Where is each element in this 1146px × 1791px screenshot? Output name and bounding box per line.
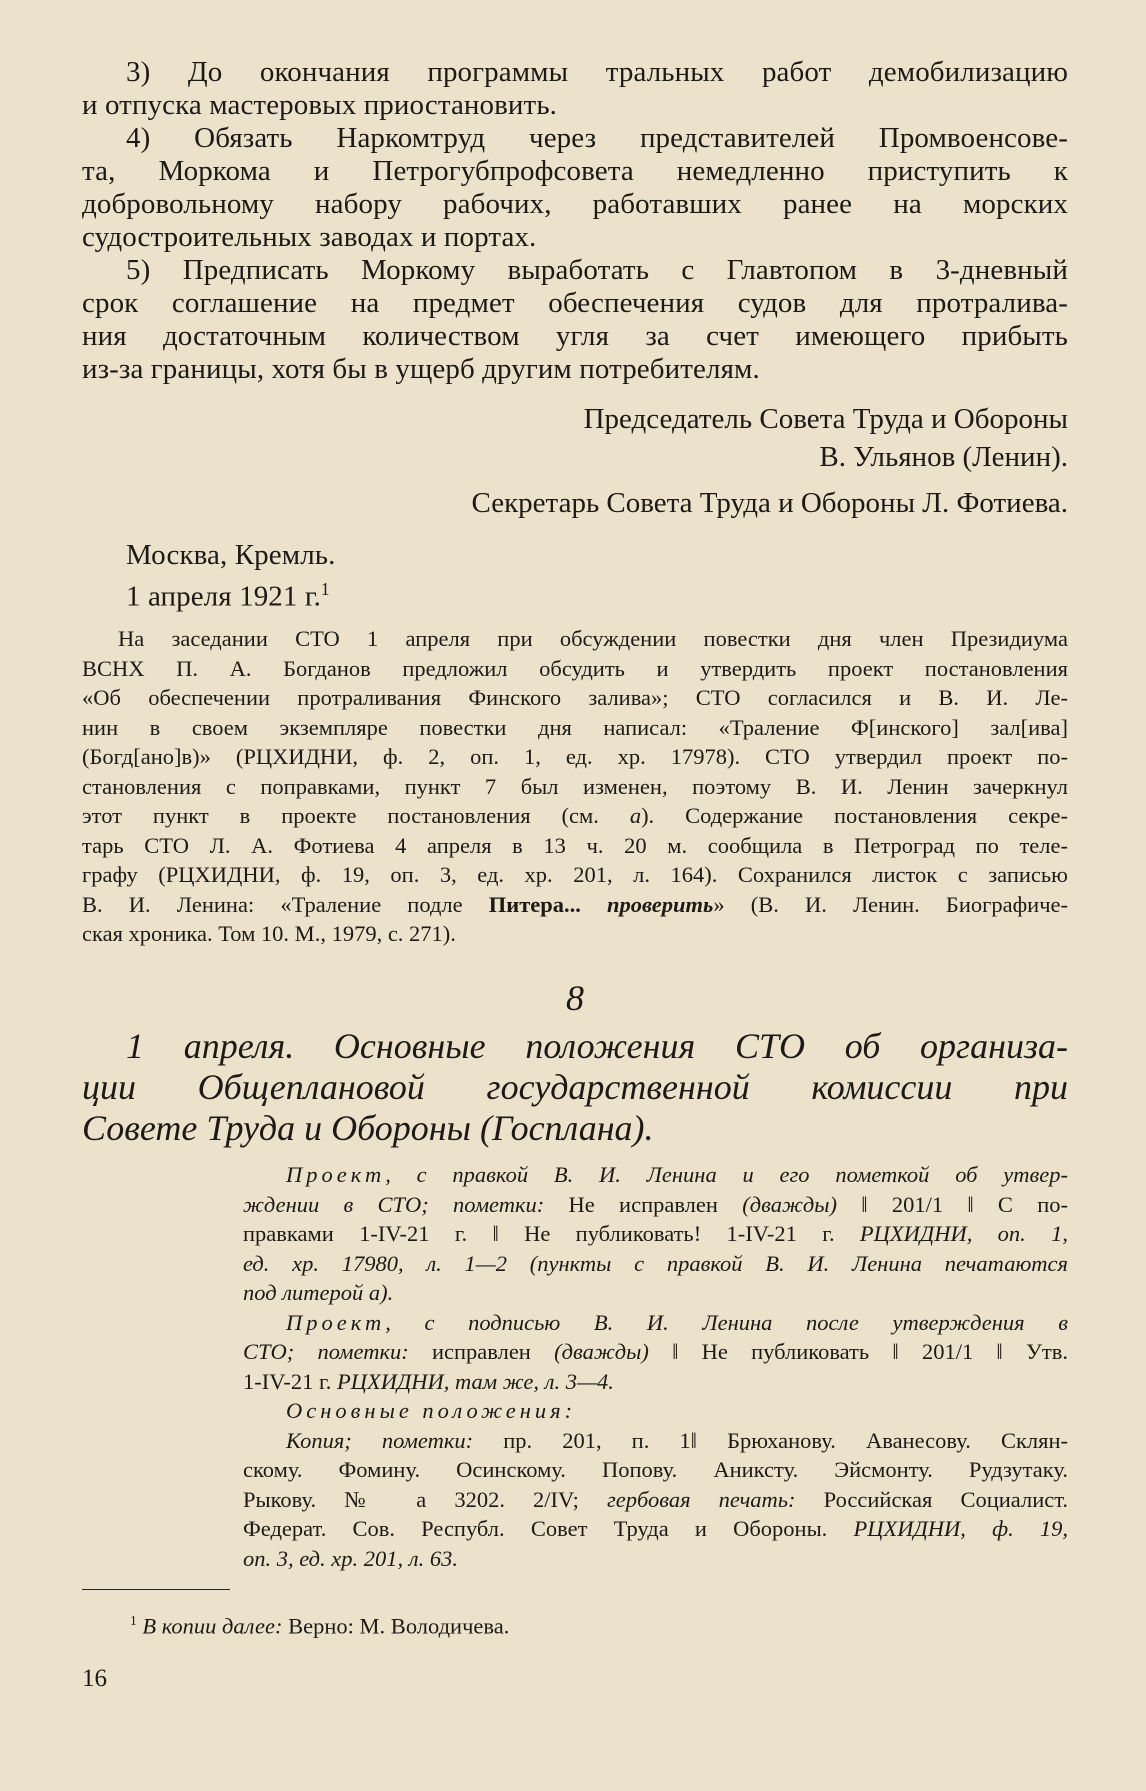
text-line: ния достаточным количеством угля за счет имеющего прибыть [82,320,1068,352]
text-line [243,1219,1068,1249]
text-segment: правками 1-IV-21 г. ‖ Не публиковать! 1-IV-21 г. [243,1221,860,1246]
text-line: Совете Труда и Обороны (Госплана). [82,1108,654,1148]
text-line [243,1455,1068,1485]
footnote-mark: 1 [130,1613,137,1628]
text-segment: ‖ 201/1 ‖ С по- [836,1191,1068,1217]
text-line [82,890,1068,920]
text-segment: СТО; пометки: [243,1339,432,1364]
text-line [243,1396,1068,1426]
text-line [82,772,1068,802]
text-line [82,654,1068,684]
text-segment: » (В. И. Ленин. Биографиче- [713,891,1068,917]
text-segment: нин в своем экземпляре повестки дня написал: «Траление Ф[инского] зал[ива] [82,714,1068,740]
chairman-title: Председатель Совета Труда и Обороны [583,403,1068,435]
text-line [82,624,1068,654]
text-line [82,919,1068,949]
text-segment: графу (РЦХИДНИ, ф. 19, оп. 3, ед. хр. 201, л. 164). Сохранился листок с записью [82,862,1068,887]
place-date-line [126,572,726,614]
text-segment: (дважды) [742,1191,837,1217]
text-segment: ВСНХ П. А. Богданов предложил обсудить и утвердить проект постановления [82,655,1068,681]
text-line: ции Общеплановой государственной комиссии при [82,1067,1068,1107]
text-segment: Питера... [488,891,607,917]
text-segment: , с подписью В. И. Ленина после утверждения в [385,1309,1068,1335]
text-line: 5) Предписать Моркому выработать с Главтопом в 3-дневный [126,254,1068,286]
text-segment: В. И. Ленина: «Траление подле [82,891,489,917]
text-segment: 1-IV-21 г. [243,1368,337,1394]
text-segment: Проект [286,1309,386,1335]
text-line [82,831,1068,861]
text-line [243,1160,1068,1190]
place-city: Москва, Кремль. [126,539,336,571]
text-line: добровольному набору рабочих, работавших ранее на морских [82,188,1068,220]
text-segment: «Об обеспечении протраливания Финского залива»; СТО согласился и В. И. Ле- [82,685,1068,710]
text-segment: , с правкой В. И. Ленина и его пометкой об утвер- [385,1162,1068,1187]
text-line: и отпуска мастеровых приостановить. [82,89,558,121]
text-line [82,860,1068,890]
text-line [243,1485,1068,1515]
text-segment: Основные положения: [286,1398,577,1423]
text-line: срок соглашение на предмет обеспечения судов для протралива- [82,287,1068,319]
document-heading [82,1026,1068,1149]
footnote-rule [82,1589,230,1590]
text-line [243,1337,1068,1367]
text-line [243,1308,1068,1338]
text-line [243,1190,1068,1220]
text-segment: Проект [286,1162,386,1187]
document-number: 8 [566,978,584,1018]
text-segment: Не исправлен [568,1191,743,1217]
text-segment: оп. 3, ед. хр. 201, л. 63. [243,1545,458,1571]
text-segment: РЦХИДНИ, оп. 1, [859,1221,1068,1246]
text-line [243,1544,1068,1574]
text-line [243,1514,1068,1544]
chairman-name: В. Ульянов (Ленин). [819,441,1068,473]
text-segment: РЦХИДНИ, там же, л. 3—4. [336,1368,614,1394]
text-segment: гербовая печать: [606,1486,824,1512]
text-segment: (дважды) [554,1339,649,1364]
footnote-text: Верно: М. Володичева. [282,1613,510,1639]
text-line [82,683,1068,713]
text-segment: Российская Социалист. [823,1486,1068,1512]
text-segment: под литерой а). [243,1280,394,1305]
secretary-signature: Секретарь Совета Труда и Обороны Л. Фотиева. [471,487,1068,519]
text-segment: пр. 201, п. 1‖ Брюханову. Аванесову. Склян- [503,1427,1068,1453]
text-segment: (Богд[ано]в)» (РЦХИДНИ, ф. 2, оп. 1, ед. хр. 17978). СТО утвердил проект по- [82,744,1068,769]
text-line: 4) Обязать Наркомтруд через представителей Промвоенсове- [126,122,1068,154]
text-segment: ская хроника. Том 10. М., 1979, с. 271). [82,921,456,946]
date: 1 апреля 1921 г. [126,580,321,613]
text-segment: ед. хр. 17980, л. 1—2 (пункты с правкой В. И. Ленина печатаются [243,1250,1068,1276]
page-number: 16 [82,1665,107,1692]
text-line: 1 апреля. Основные положения СТО об организа- [126,1026,1068,1066]
text-segment: проверить [607,891,714,917]
text-segment: исправлен [431,1339,555,1364]
text-segment: Рыкову. № а 3202. 2/IV; [243,1486,607,1512]
text-line: из-за границы, хотя бы в ущерб другим потребителям. [82,353,760,385]
text-segment: скому. Фомину. Осинскому. Попову. Аниксту. Эйсмонту. Рудзутаку. [243,1457,1068,1482]
text-segment: РЦХИДНИ, ф. 19, [853,1516,1068,1541]
text-segment: На заседании СТО 1 апреля при обсуждении повестки дня член Президиума [118,626,1068,651]
text-line [82,742,1068,772]
text-line [82,801,1068,831]
text-segment: а [629,803,642,828]
text-line [82,713,1068,743]
text-segment: Федерат. Сов. Республ. Совет Труда и Обороны. [243,1516,854,1541]
main-text [82,56,1068,386]
archival-sources [243,1160,1068,1573]
text-line [243,1278,1068,1308]
footnote-label: В копии далее: [142,1613,283,1639]
text-line [243,1367,1068,1397]
text-segment: Копия; пометки: [286,1427,504,1453]
footnote-ref: 1 [320,579,330,599]
editorial-note [82,624,1068,949]
text-line [243,1249,1068,1279]
footnote [130,1606,509,1642]
text-line: та, Моркома и Петрогубпрофсовета немедленно приступить к [82,155,1068,187]
text-line [243,1426,1068,1456]
text-line: судостроительных заводах и портах. [82,221,537,253]
text-segment: ‖ Не публиковать ‖ 201/1 ‖ Утв. [648,1339,1069,1364]
text-segment: становления с поправками, пункт 7 был изменен, поэтому В. И. Ленин зачеркнул [82,773,1068,799]
text-segment: ). Содержание постановления секре- [641,803,1068,828]
text-segment: тарь СТО Л. А. Фотиева 4 апреля в 13 ч. 20 м. сообщила в Петроград по теле- [82,832,1068,858]
text-segment: этот пункт в проекте постановления (см. [82,803,630,828]
place-date [126,538,726,614]
text-line: 3) До окончания программы тральных работ демобилизацию [126,56,1068,88]
signatures [82,400,1068,522]
text-segment: ждении в СТО; пометки: [243,1191,569,1217]
